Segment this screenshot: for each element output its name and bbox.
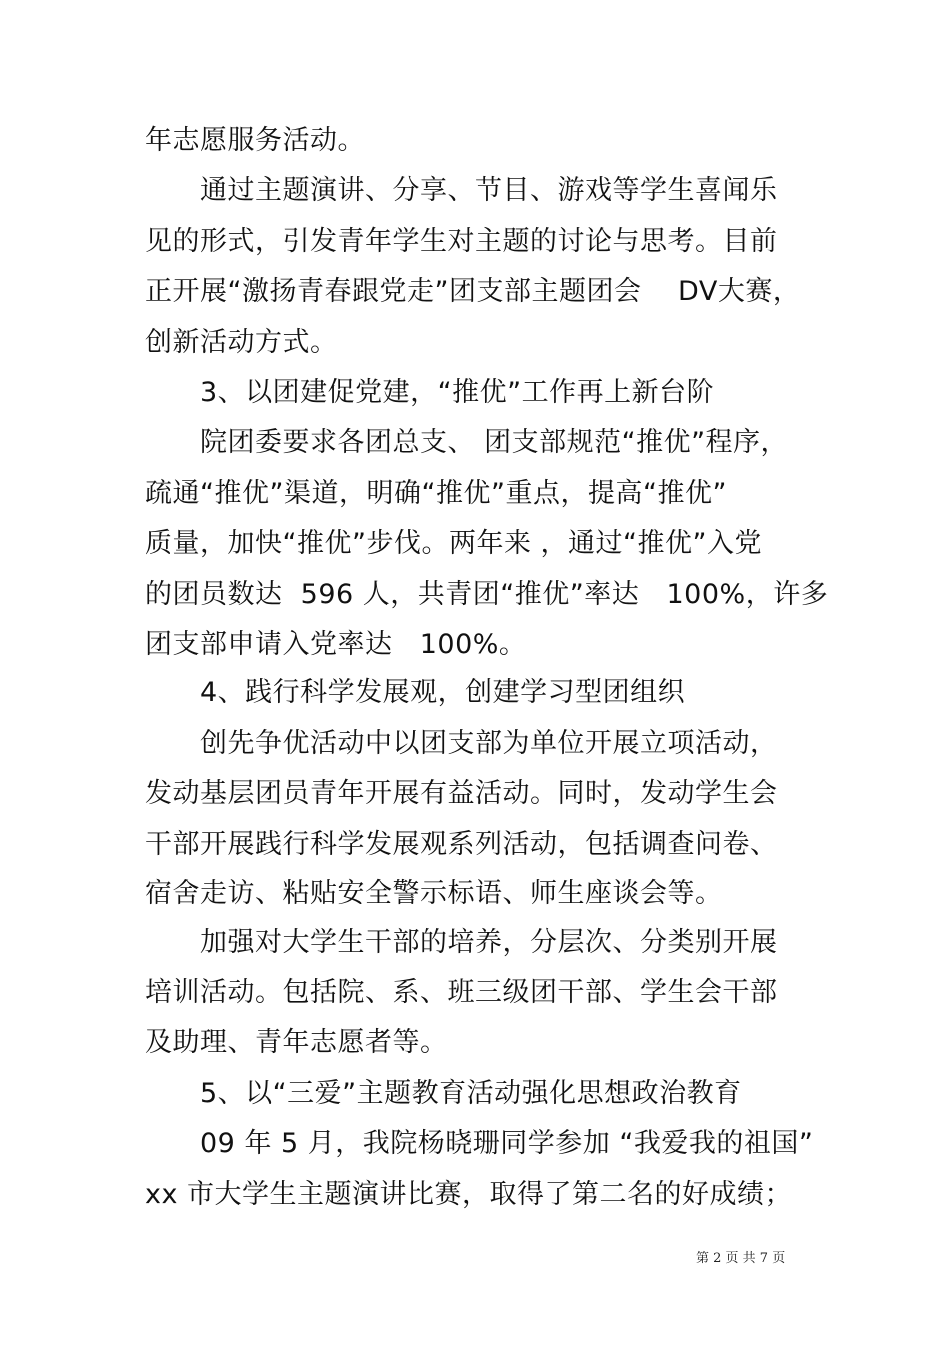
text-line: 干部开展践行科学发展观系列活动，包括调查问卷、 [145,829,778,860]
text-line: 年志愿服务活动。 [145,125,365,156]
text-line: 宿舍走访、粘贴安全警示标语、师生座谈会等。 [145,878,723,909]
text-line: 加强对大学生干部的培养，分层次、分类别开展 [200,927,778,958]
text-line: 09 年 5 月，我院杨晓珊同学参加 “我爱我的祖国” [200,1128,814,1159]
text-line: 团支部申请入党率达 100%。 [145,629,527,660]
text-line: 发动基层团员青年开展有益活动。同时，发动学生会 [145,778,778,809]
text-line: 的团员数达 596 人，共青团“推优”率达 100%，许多 [145,579,829,610]
text-line: 通过主题演讲、分享、节目、游戏等学生喜闻乐 [200,175,778,206]
text-line: 正开展“激扬青春跟党走”团支部主题团会 DV大赛， [145,276,801,307]
text-line: 创先争优活动中以团支部为单位开展立项活动， [200,728,778,759]
text-line: 院团委要求各团总支、 团支部规范“推优”程序， [200,427,789,458]
text-line: xx 市大学生主题演讲比赛，取得了第二名的好成绩； [145,1179,793,1210]
text-line: 及助理、青年志愿者等。 [145,1027,448,1058]
section-heading: 4、践行科学发展观，创建学习型团组织 [200,677,686,708]
text-line: 疏通“推优”渠道，明确“推优”重点，提高“推优” [145,478,727,509]
section-heading: 3、以团建促党建，“推优”工作再上新台阶 [200,377,715,408]
text-line: 质量，加快“推优”步伐。两年来 ，通过“推优”入党 [145,528,763,559]
page-number-footer: 第 2 页 共 7 页 [696,1251,786,1266]
section-heading: 5、以“三爱”主题教育活动强化思想政治教育 [200,1078,742,1109]
text-line: 见的形式，引发青年学生对主题的讨论与思考。目前 [145,226,778,257]
text-line: 培训活动。包括院、系、班三级团干部、学生会干部 [145,977,778,1008]
text-line: 创新活动方式。 [145,327,338,358]
